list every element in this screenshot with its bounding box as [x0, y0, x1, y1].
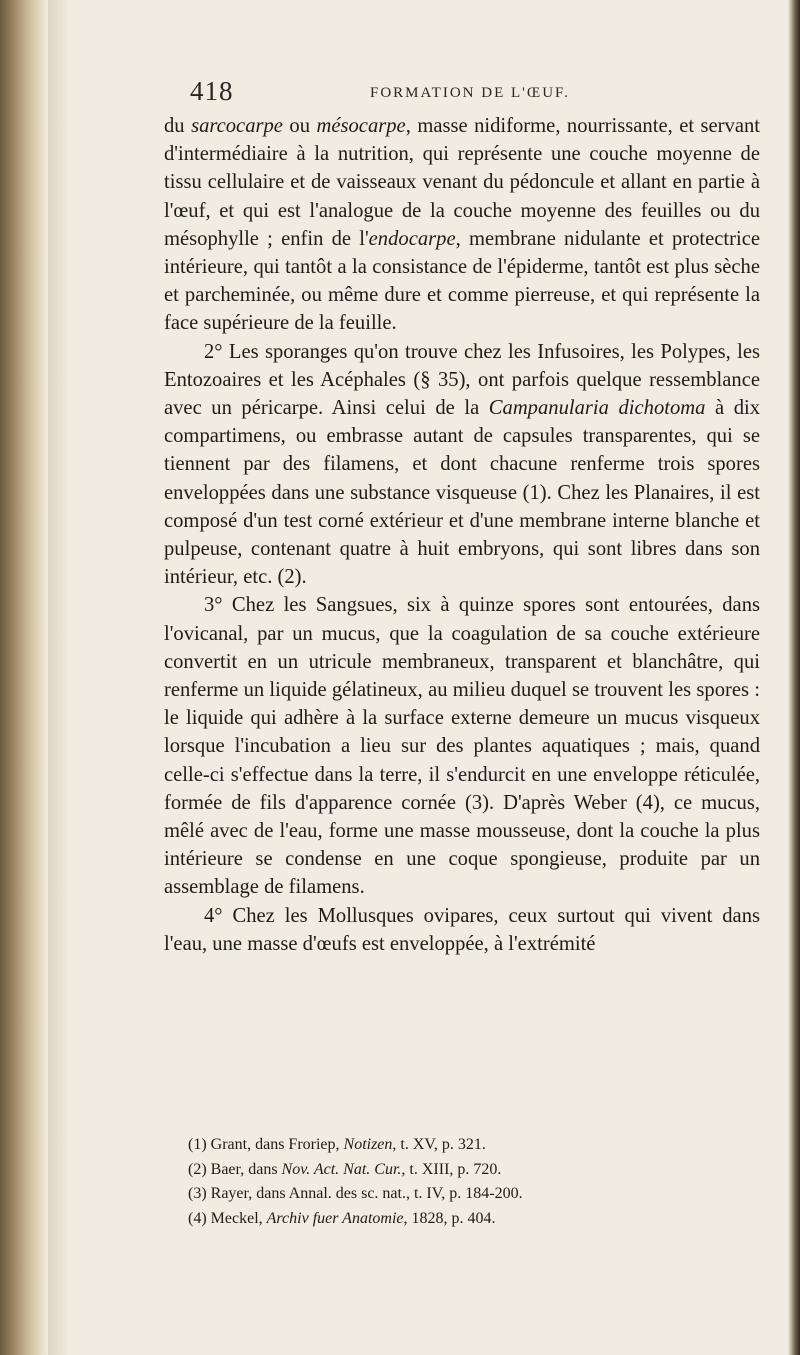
paragraph-1 — [164, 112, 760, 338]
italic-term: mésocarpe — [316, 115, 406, 137]
text-run: , masse nidiforme, nourrissante, et servant d'intermédiaire à la nutrition, qui représente une couche moyenne de tissu cellulaire et de vaisseaux venant du pédoncule et allant en partie à l'œuf, et qui est l'analogue de la couche moyenne des feuilles ou du mésophylle ; enfin de l' — [164, 115, 760, 250]
text-run: (1) Grant, dans Froriep, — [188, 1136, 344, 1153]
page-right-edge — [788, 0, 800, 1355]
footnote-2 — [188, 1158, 758, 1183]
italic-term: sarcocarpe — [191, 115, 283, 137]
italic-title: Nov. Act. Nat. Cur. — [281, 1160, 402, 1178]
page-number: 418 — [190, 76, 234, 106]
text-run: à dix compartimens, ou embrasse autant de capsules transparentes, qui se tiennent par des filamens, et dont chacune renferme trois spores enveloppées dans une substance visqueuse (1). Chez les Planaires, il est composé d'un test corné extérieur et d'une membrane interne blanche et pulpeuse, contenant quatre à huit embryons, qui sont libres dans son intérieur, etc. (2). — [164, 397, 761, 589]
italic-term: endocarpe — [368, 227, 456, 250]
footnotes — [188, 1133, 758, 1231]
binding-shadow — [48, 0, 70, 1355]
paragraph-4 — [164, 902, 760, 958]
paragraph-2 — [164, 338, 760, 592]
italic-term: Campanularia dichotoma — [488, 397, 706, 420]
text-run: , t. XV, p. 321. — [392, 1136, 486, 1153]
text-run: ou — [282, 115, 317, 137]
text-run: 3° Chez les Sangsues, six à quinze spores sont entourées, dans l'ovicanal, par un mucus, que la coagulation de sa couche extérieure convertit en un utricule membraneux, transparent et blanchâtre, qui renferme un liquide gélatineux, au milieu duquel se trouvent les spores : le liquide qui adhère à la surface externe demeure un mucus visqueux lorsque l'incubation a lieu sur des plantes aquatiques ; mais, quand celle-ci s'effectue dans la terre, il s'endurcit en une enveloppe réticulée, formée de fils d'apparence cornée (3). D'après Weber (4), ce mucus, mêlé avec de l'eau, forme une masse mousseuse, dont la couche la plus intérieure se condense en une coque spongieuse, produite par un assemblage de filamens. — [164, 594, 760, 899]
footnote-1 — [188, 1133, 758, 1158]
text-run: (4) Meckel, — [188, 1209, 267, 1227]
running-title: FORMATION DE L'ŒUF. — [370, 85, 570, 101]
text-run: , t. XIII, p. 720. — [401, 1160, 502, 1178]
text-run: (2) Baer, dans — [188, 1160, 282, 1178]
italic-title: Archiv fuer Anatomie — [266, 1209, 404, 1227]
text-run: 4° Chez les Mollusques ovipares, ceux surtout qui vivent dans l'eau, une masse d'œufs est enveloppée, à l'extrémité — [164, 904, 760, 955]
footnote-4 — [188, 1207, 758, 1232]
text-run: du — [164, 115, 192, 137]
footnote-3 — [188, 1182, 758, 1207]
text-run: , membrane nidulante et protectrice intérieure, qui tantôt a la consistance de l'épiderme, tantôt est plus sèche et parcheminée, ou même dure et comme pierreuse, et qui représente la face supérieure de la feuille. — [164, 227, 760, 335]
text-run: 2° Les sporanges qu'on trouve chez les Infusoires, les Polypes, les Entozoaires et les Acéphales (§ 35), ont parfois quelque ressemblance avec un péricarpe. Ainsi celui de la — [164, 340, 760, 420]
page-header — [190, 76, 750, 116]
book-binding-edge — [0, 0, 48, 1355]
text-run: , 1828, p. 404. — [403, 1209, 496, 1227]
body-text — [164, 112, 760, 958]
italic-title: Notizen — [343, 1136, 393, 1153]
paragraph-3 — [164, 591, 760, 901]
text-run: (3) Rayer, dans Annal. des sc. nat., t. IV, p. 184-200. — [188, 1185, 523, 1202]
